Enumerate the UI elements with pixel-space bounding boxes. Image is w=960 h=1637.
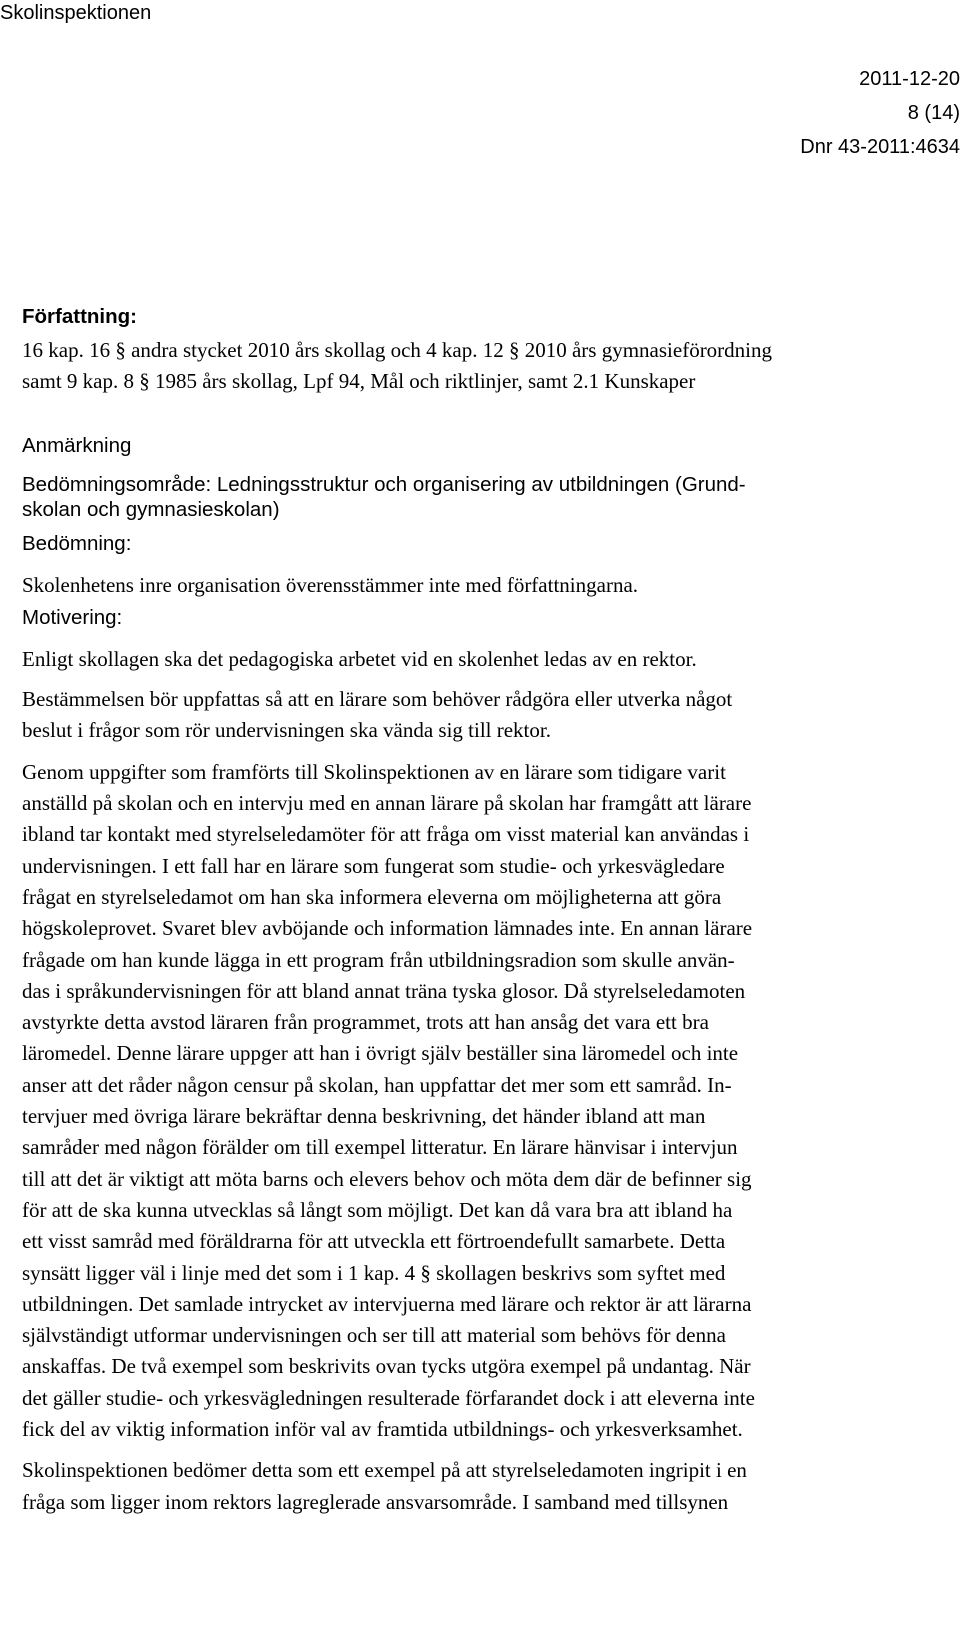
text-line: fråga som ligger inom rektors lagreglerade ansvarsområde. I samband med tillsynen — [22, 1489, 729, 1514]
motivering-section — [22, 644, 960, 1518]
text-line: högskoleprovet. Svaret blev avböjande och information lämnades inte. En annan lärare — [22, 916, 753, 941]
text-line: anser att det råder någon censur på skolan, han uppfattar det mer som ett samråd. In- — [22, 1072, 732, 1097]
bedomningsomrade-line: Bedömningsområde: Ledningsstruktur och organisering av utbildningen (Grund- — [22, 472, 746, 496]
organization-name: Skolinspektionen — [0, 2, 152, 24]
text-line: fick del av viktig information inför val av framtida utbildnings- och yrkesverksamhet. — [22, 1417, 743, 1442]
text-line: Skolinspektionen bedömer detta som ett exempel på att styrelseledamoten ingripit i en — [22, 1458, 747, 1483]
forfattning-text — [22, 335, 960, 398]
text-line: frågat en styrelseledamot om han ska informera eleverna om möjligheterna att göra — [22, 884, 722, 909]
forfattning-line: 16 kap. 16 § andra stycket 2010 års skollag och 4 kap. 12 § 2010 års gymnasieförordning — [22, 338, 773, 362]
text-line: samråder med någon förälder om till exempel litteratur. En lärare hänvisar i intervjun — [22, 1135, 738, 1160]
text-line: självständigt utformar undervisningen och ser till att material som behövs för denna — [22, 1323, 726, 1348]
text-line: ett visst samråd med föräldrarna för att utveckla ett förtroendefullt samarbete. Detta — [22, 1229, 726, 1254]
page-number: 8 (14) — [907, 102, 960, 124]
bedomning-label: Bedömning: — [22, 531, 132, 555]
forfattning-heading: Författning: — [22, 305, 137, 328]
text-line: utbildningen. Det samlade intrycket av intervjuerna med lärare och rektor är att lärarna — [22, 1291, 752, 1316]
bedomningsomrade-line: skolan och gymnasieskolan) — [22, 497, 280, 521]
text-line: Enligt skollagen ska det pedagogiska arbetet vid en skolenhet ledas av en rektor. — [22, 646, 697, 671]
document-body — [22, 302, 960, 1518]
text-line: ibland tar kontakt med styrelseledamöter för att fråga om visst material kan användas i — [22, 822, 750, 847]
forfattning-line: samt 9 kap. 8 § 1985 års skollag, Lpf 94, Mål och riktlinjer, samt 2.1 Kunskaper — [22, 369, 696, 394]
motivering-paragraph-3 — [22, 757, 960, 1446]
document-dnr: Dnr 43-2011:4634 — [800, 136, 960, 158]
text-line: Bestämmelsen bör uppfattas så att en lärare som behöver rådgöra eller utverka något — [22, 687, 733, 712]
text-line: synsätt ligger väl i linje med det som i 1 kap. 4 § skollagen beskrivs som syftet med — [22, 1260, 726, 1285]
text-line: det gäller studie- och yrkesvägledningen resulterade förfarandet dock i att eleverna inte — [22, 1385, 755, 1410]
bedomning-text: Skolenhetens inre organisation överensstämmer inte med författningarna. — [22, 572, 639, 597]
forfattning-section — [22, 302, 960, 398]
text-line: till att det är viktigt att möta barns och elevers behov och möta dem där de befinner sig — [22, 1166, 752, 1191]
text-line: tervjuer med övriga lärare bekräftar denna beskrivning, det händer ibland att man — [22, 1104, 706, 1129]
motivering-label: Motivering: — [22, 605, 123, 629]
document-date: 2011-12-20 — [859, 68, 960, 90]
document-meta — [800, 62, 960, 164]
motivering-paragraph-4 — [22, 1455, 960, 1518]
text-line: avstyrkte detta avstod läraren från programmet, trots att han ansåg det vara ett bra — [22, 1010, 709, 1035]
text-line: frågade om han kunde lägga in ett program från utbildningsradion som skulle använ- — [22, 947, 735, 972]
bedomningsomrade — [22, 472, 960, 522]
text-line: anställd på skolan och en intervju med en annan lärare på skolan har framgått att lärare — [22, 791, 752, 816]
anmarkning-heading: Anmärkning — [22, 433, 132, 457]
text-line: undervisningen. I ett fall har en lärare som fungerat som studie- och yrkesvägledare — [22, 853, 725, 878]
text-line: för att de ska kunna utvecklas så långt som möjligt. Det kan då vara bra att ibland ha — [22, 1197, 733, 1222]
text-line: beslut i frågor som rör undervisningen ska vända sig till rektor. — [22, 718, 551, 743]
motivering-paragraph-1 — [22, 644, 960, 675]
text-line: das i språkundervisningen för att bland annat träna tyska glosor. Då styrelseledamoten — [22, 978, 746, 1003]
text-line: läromedel. Denne lärare uppger att han i övrigt själv beställer sina läromedel och inte — [22, 1041, 739, 1066]
motivering-paragraph-2 — [22, 684, 960, 747]
anmarkning-section — [22, 431, 960, 632]
text-line: anskaffas. De två exempel som beskrivits ovan tycks utgöra exempel på undantag. När — [22, 1354, 751, 1379]
text-line: Genom uppgifter som framförts till Skolinspektionen av en lärare som tidigare varit — [22, 759, 726, 784]
